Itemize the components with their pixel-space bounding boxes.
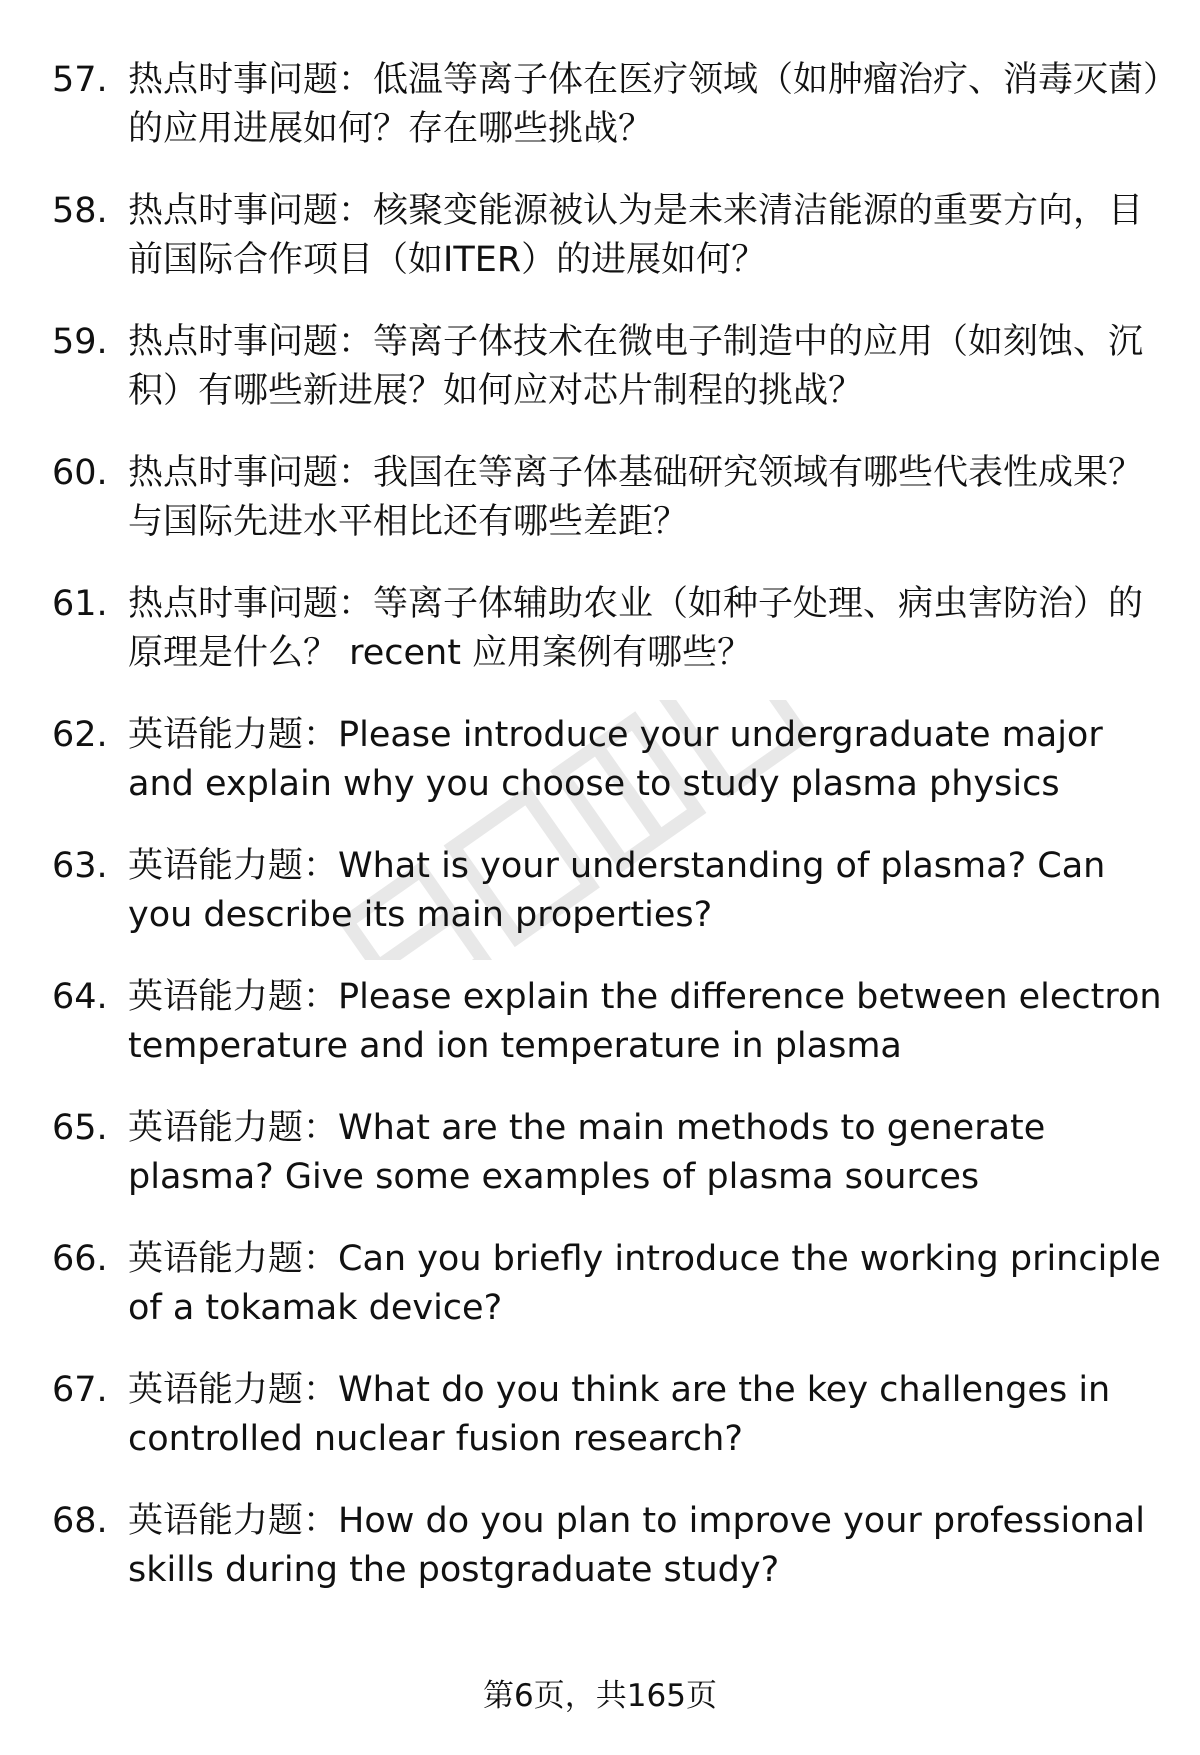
question-text: 热点时事问题：核聚变能源被认为是未来清洁能源的重要方向，目前国际合作项目（如ITER）的进展如何？ bbox=[128, 191, 1144, 280]
question-number: 57. bbox=[52, 60, 108, 100]
question-text: 英语能力题：Can you briefly introduce the working principle of a tokamak device? bbox=[128, 1239, 1161, 1328]
question-text: 英语能力题：How do you plan to improve your professional skills during the postgraduate study? bbox=[128, 1501, 1145, 1590]
question-text: 热点时事问题：低温等离子体在医疗领域（如肿瘤治疗、消毒灭菌）的应用进展如何？存在哪些挑战？ bbox=[128, 60, 1161, 149]
question-item-61 bbox=[52, 580, 1162, 678]
question-number: 58. bbox=[52, 191, 108, 231]
question-number: 67. bbox=[52, 1370, 108, 1410]
question-number: 60. bbox=[52, 453, 108, 493]
question-item-59 bbox=[52, 318, 1162, 416]
question-item-57 bbox=[52, 56, 1162, 154]
question-number: 61. bbox=[52, 584, 108, 624]
question-item-66 bbox=[52, 1235, 1162, 1333]
question-text: 热点时事问题：等离子体技术在微电子制造中的应用（如刻蚀、沉积）有哪些新进展？如何应对芯片制程的挑战？ bbox=[128, 322, 1144, 411]
question-text: 英语能力题：Please introduce your undergraduate major and explain why you choose to study plasma physics bbox=[128, 715, 1103, 804]
question-text: 英语能力题：Please explain the difference between electron temperature and ion temperature in plasma bbox=[128, 977, 1162, 1066]
question-number: 68. bbox=[52, 1501, 108, 1541]
question-number: 59. bbox=[52, 322, 108, 362]
question-list bbox=[52, 56, 1162, 1628]
question-item-62 bbox=[52, 711, 1162, 809]
question-text: 热点时事问题：等离子体辅助农业（如种子处理、病虫害防治）的原理是什么？ recent 应用案例有哪些？ bbox=[128, 584, 1144, 673]
question-number: 62. bbox=[52, 715, 108, 755]
question-number: 64. bbox=[52, 977, 108, 1017]
question-item-60 bbox=[52, 449, 1162, 547]
question-number: 66. bbox=[52, 1239, 108, 1279]
question-item-67 bbox=[52, 1366, 1162, 1464]
question-number: 63. bbox=[52, 846, 108, 886]
page-number: 第6页，共165页 bbox=[483, 1678, 717, 1714]
question-item-63 bbox=[52, 842, 1162, 940]
question-text: 英语能力题：What are the main methods to generate plasma? Give some examples of plasma sources bbox=[128, 1108, 1046, 1197]
question-item-58 bbox=[52, 187, 1162, 285]
question-number: 65. bbox=[52, 1108, 108, 1148]
question-text: 英语能力题：What do you think are the key challenges in controlled nuclear fusion research? bbox=[128, 1370, 1111, 1459]
question-text: 英语能力题：What is your understanding of plasma? Can you describe its main properties? bbox=[128, 846, 1106, 935]
question-item-65 bbox=[52, 1104, 1162, 1202]
question-item-64 bbox=[52, 973, 1162, 1071]
question-text: 热点时事问题：我国在等离子体基础研究领域有哪些代表性成果？与国际先进水平相比还有哪些差距？ bbox=[128, 453, 1144, 542]
question-item-68 bbox=[52, 1497, 1162, 1595]
page-footer bbox=[0, 1676, 1200, 1716]
